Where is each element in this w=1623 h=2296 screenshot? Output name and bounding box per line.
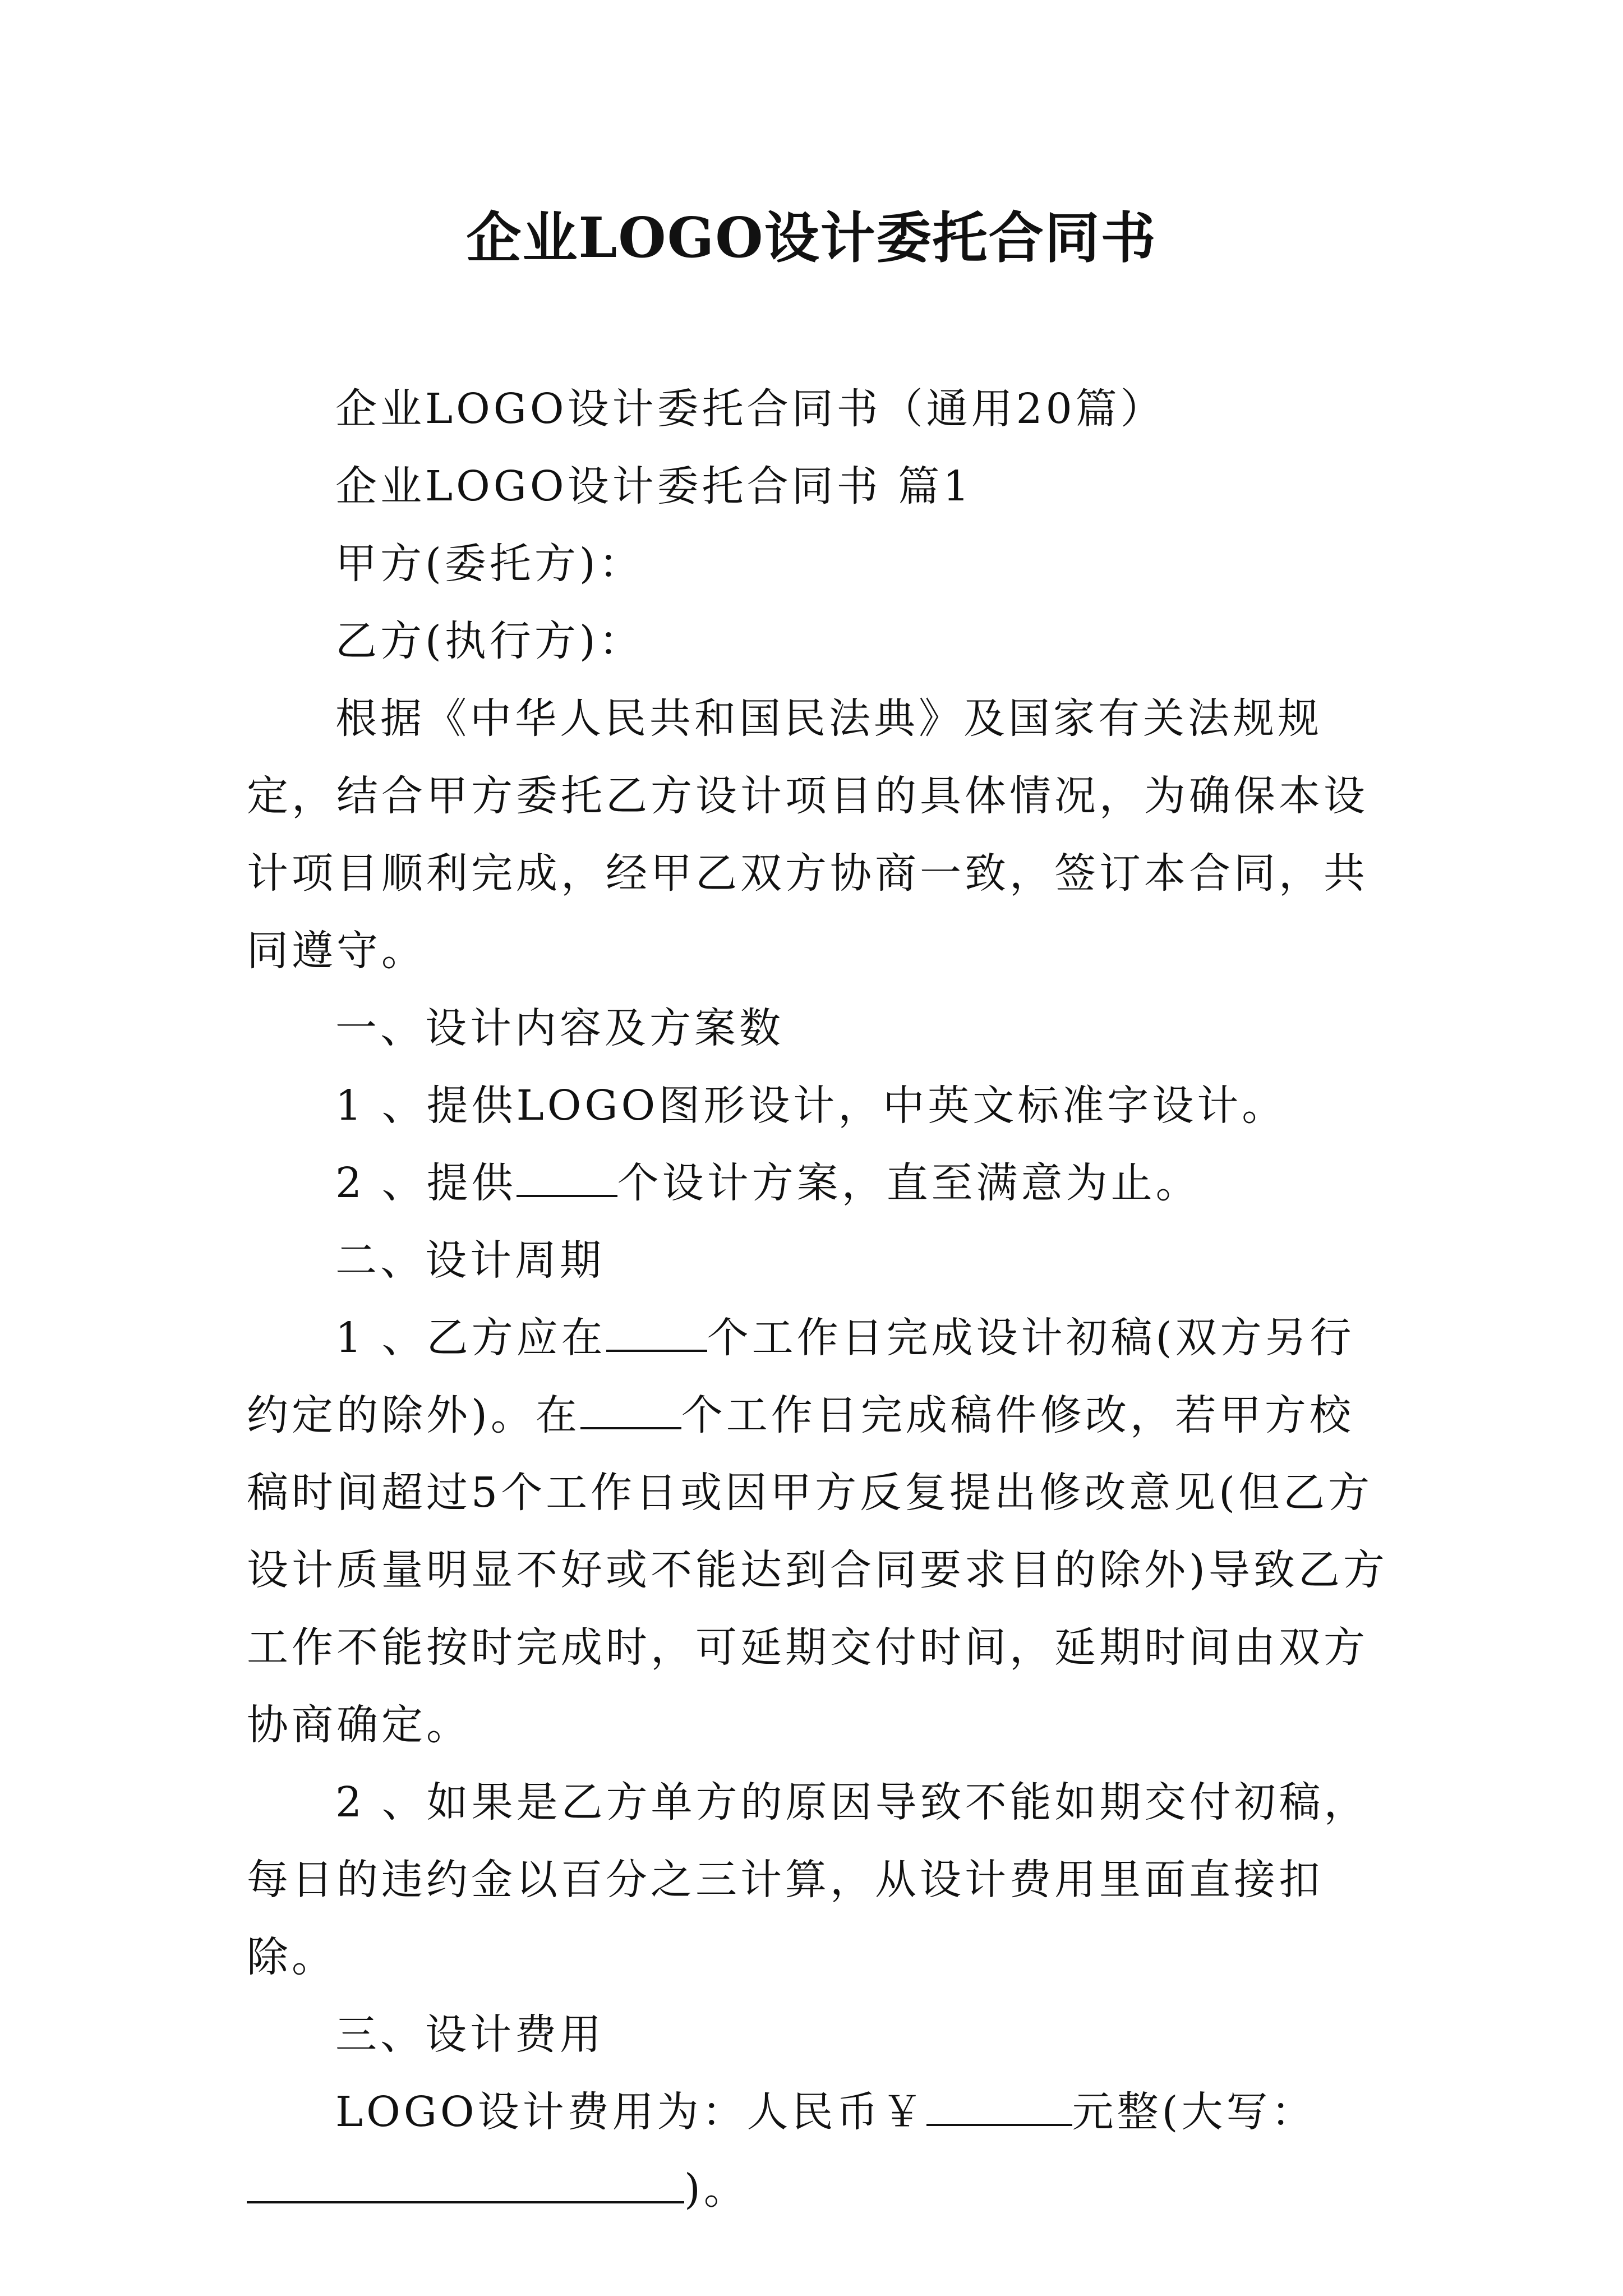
blank-count-field[interactable] bbox=[517, 1156, 617, 1197]
section-1-heading: 一、设计内容及方案数 bbox=[335, 1004, 784, 1052]
party-a-line: 甲方(委托方)： bbox=[335, 540, 644, 588]
section-3-fee-line bbox=[247, 2073, 1396, 2228]
section-1-item-2-suffix: 个设计方案，直至满意为止。 bbox=[617, 1159, 1201, 1207]
fee-suffix: )。 bbox=[684, 2165, 749, 2214]
fee-unit: 元整(大写： bbox=[1072, 2088, 1316, 2136]
preamble-paragraph: 根据《中华人民共和国民法典》及国家有关法规规定，结合甲方委托乙方设计项目的具体情况，为确保本设计项目顺利完成，经甲乙双方协商一致，签订本合同，共同遵守。 bbox=[247, 694, 1368, 975]
section-2-item-1-part-b: 个工作日完成设计初稿(双方另行约定的除外)。在 bbox=[247, 1314, 1355, 1439]
section-1-item-2 bbox=[247, 1144, 1396, 1222]
fee-prefix: LOGO设计费用为：人民币￥ bbox=[335, 2088, 926, 2136]
blank-fee-words-field[interactable] bbox=[247, 2162, 684, 2203]
blank-fee-amount-field[interactable] bbox=[926, 2085, 1072, 2126]
subtitle-line: 企业LOGO设计委托合同书（通用20篇） bbox=[335, 385, 1165, 433]
chapter-heading: 企业LOGO设计委托合同书 篇1 bbox=[335, 462, 973, 510]
section-1-item-1: 1 、提供LOGO图形设计，中英文标准字设计。 bbox=[335, 1082, 1287, 1130]
blank-revision-days-field[interactable] bbox=[580, 1388, 681, 1429]
section-2-heading: 二、设计周期 bbox=[335, 1236, 605, 1285]
section-3-heading: 三、设计费用 bbox=[335, 2010, 605, 2059]
section-2-item-2: 2 、如果是乙方单方的原因导致不能如期交付初稿，每日的违约金以百分之三计算，从设计费用里面直接扣除。 bbox=[247, 1778, 1369, 1981]
section-2-item-1-part-a: 1 、乙方应在 bbox=[335, 1314, 606, 1362]
party-b-line: 乙方(执行方)： bbox=[335, 617, 644, 665]
document-title: 企业LOGO设计委托合同书 bbox=[466, 206, 1157, 270]
section-2-item-1 bbox=[247, 1299, 1396, 1764]
blank-draft-days-field[interactable] bbox=[606, 1310, 707, 1352]
document-body bbox=[247, 370, 1396, 2228]
section-2-item-1-part-c: 个工作日完成稿件修改，若甲方校稿时间超过5个工作日或因甲方反复提出修改意见(但乙方设计质量明显不好或不能达到合同要求目的除外)导致乙方工作不能按时完成时，可延期交付时间，延期时间由双方协商确定。 bbox=[247, 1391, 1388, 1749]
section-1-item-2-prefix: 2 、提供 bbox=[335, 1159, 517, 1207]
